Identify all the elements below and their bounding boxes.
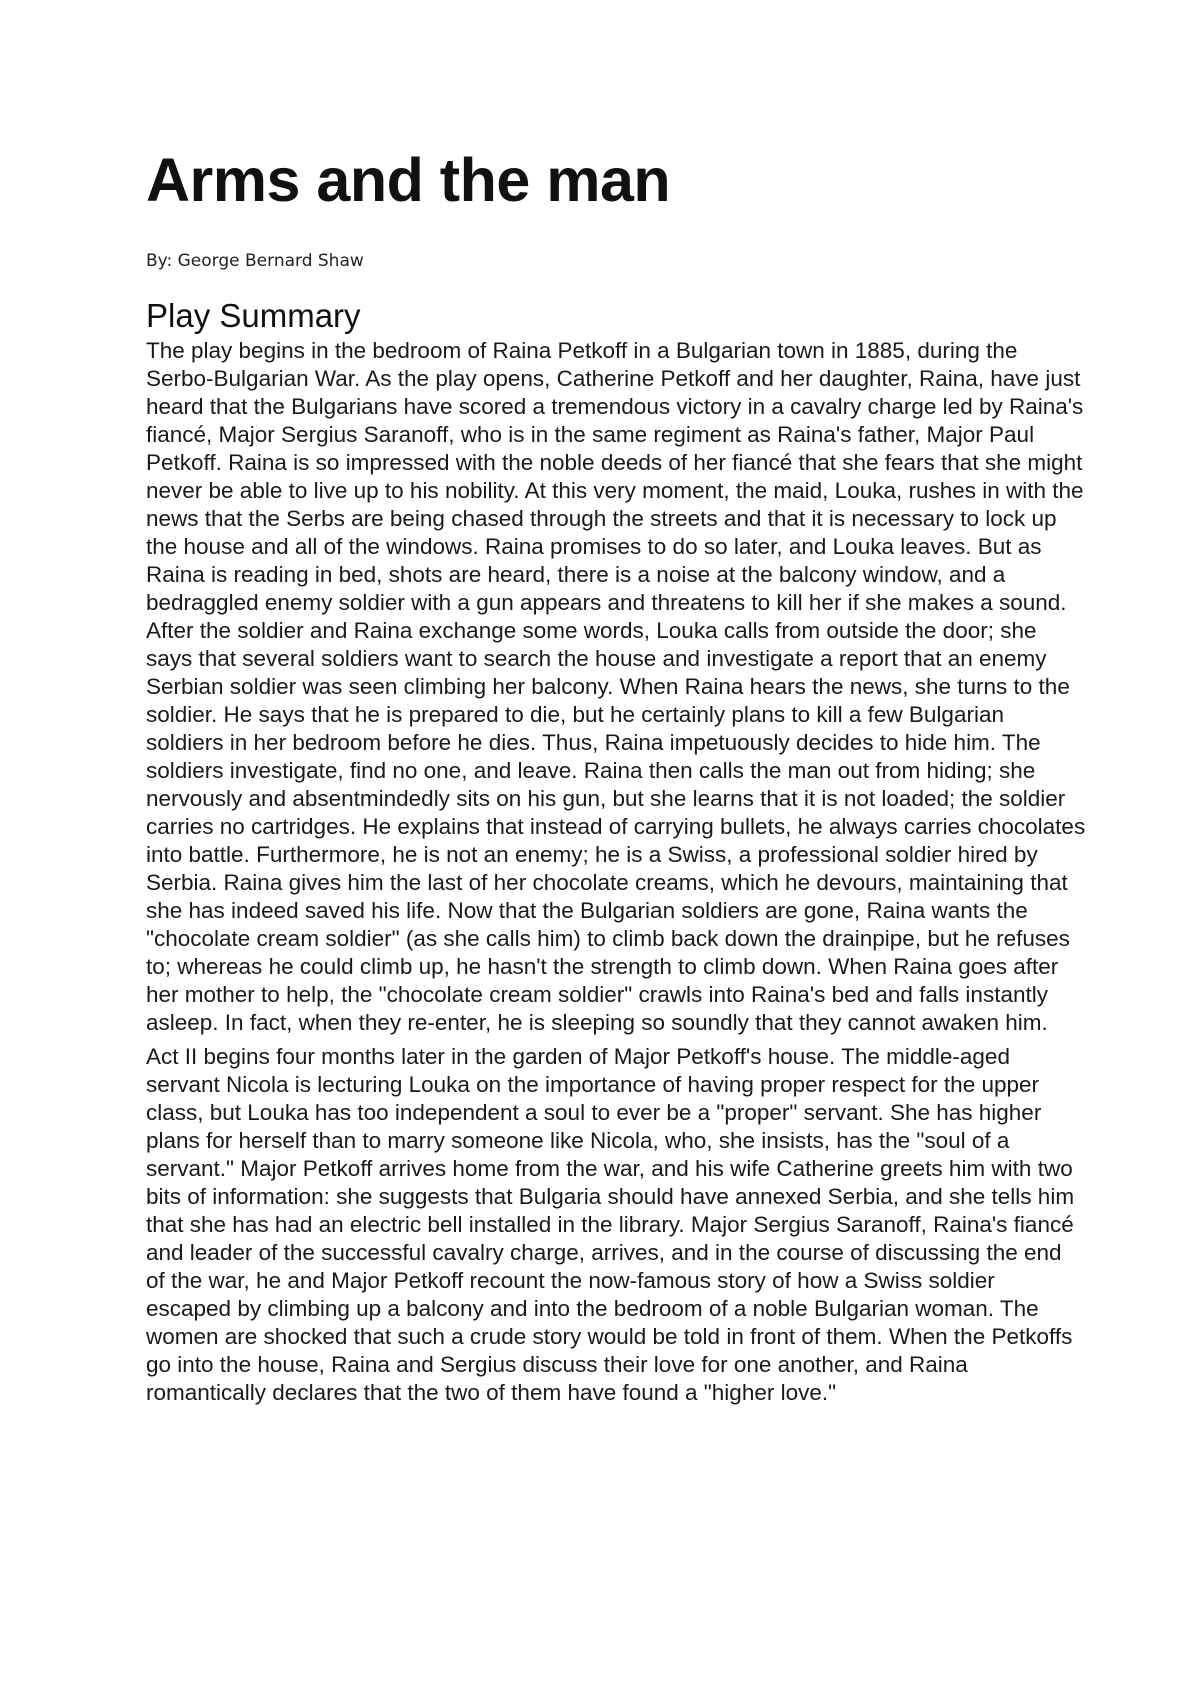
summary-paragraph-2: Act II begins four months later in the garden of Major Petkoff's house. The middle-aged servant Nicola is lecturing Louka on the importance of having proper respect for the upper class, but Louka has too independent a soul to ever be a "proper" servant. She has higher plans for herself than to marry someone like Nicola, who, she insists, has the "soul of a servant." Major Petkoff arrives home from the war, and his wife Catherine greets him with two bits of information: she suggests that Bulgaria should have annexed Serbia, and she tells him that she has had an electric bell installed in the library. Major Sergius Saranoff, Raina's fiancé and leader of the successful cavalry charge, arrives, and in the course of discussing the end of the war, he and Major Petkoff recount the now-famous story of how a Swiss soldier escaped by climbing up a balcony and into the bedroom of a noble Bulgarian woman. The women are shocked that such a crude story would be told in front of them. When the Petkoffs go into the house, Raina and Sergius discuss their love for one another, and Raina romantically declares that the two of them have found a "higher love."	[146, 1043, 1075, 1405]
byline-author: George Bernard Shaw	[177, 251, 364, 271]
byline-label: By:	[146, 251, 173, 271]
document-title: Arms and the man	[146, 146, 671, 214]
summary-paragraph-1: The play begins in the bedroom of Raina Petkoff in a Bulgarian town in 1885, during the Serbo-Bulgarian War. As the play opens, Catherine Petkoff and her daughter, Raina, have just heard that the Bulgarians have scored a tremendous victory in a cavalry charge led by Raina's fiancé, Major Sergius Saranoff, who is in the same regiment as Raina's father, Major Paul Petkoff. Raina is so impressed with the noble deeds of her fiancé that she fears that she might never be able to live up to his nobility. At this very moment, the maid, Louka, rushes in with the news that the Serbs are being chased through the streets and that it is necessary to lock up the house and all of the windows. Raina promises to do so later, and Louka leaves. But as Raina is reading in bed, shots are heard, there is a noise at the balcony window, and a bedraggled enemy soldier with a gun appears and threatens to kill her if she makes a sound. After the soldier and Raina exchange some words, Louka calls from outside the door; she says that several soldiers want to search the house and investigate a report that an enemy Serbian soldier was seen climbing her balcony. When Raina hears the news, she turns to the soldier. He says that he is prepared to die, but he certainly plans to kill a few Bulgarian soldiers in her bedroom before he dies. Thus, Raina impetuously decides to hide him. The soldiers investigate, find no one, and leave. Raina then calls the man out from hiding; she nervously and absentmindedly sits on his gun, but she learns that it is not loaded; the soldier carries no cartridges. He explains that instead of carrying bullets, he always carries chocolates into battle. Furthermore, he is not an enemy; he is a Swiss, a professional soldier hired by Serbia. Raina gives him the last of her chocolate creams, which he devours, maintaining that she has indeed saved his life. Now that the Bulgarian soldiers are gone, Raina wants the "chocolate cream soldier" (as she calls him) to climb back down the drainpipe, but he refuses to; whereas he could climb up, he hasn't the strength to climb down. When Raina goes after her mother to help, the "chocolate cream soldier" crawls into Raina's bed and falls instantly asleep. In fact, when they re-enter, he is sleeping so soundly that they cannot awaken him.	[146, 337, 1086, 1035]
section-heading: Play Summary	[146, 297, 361, 334]
document-body	[146, 146, 1086, 1407]
byline	[146, 251, 1086, 271]
